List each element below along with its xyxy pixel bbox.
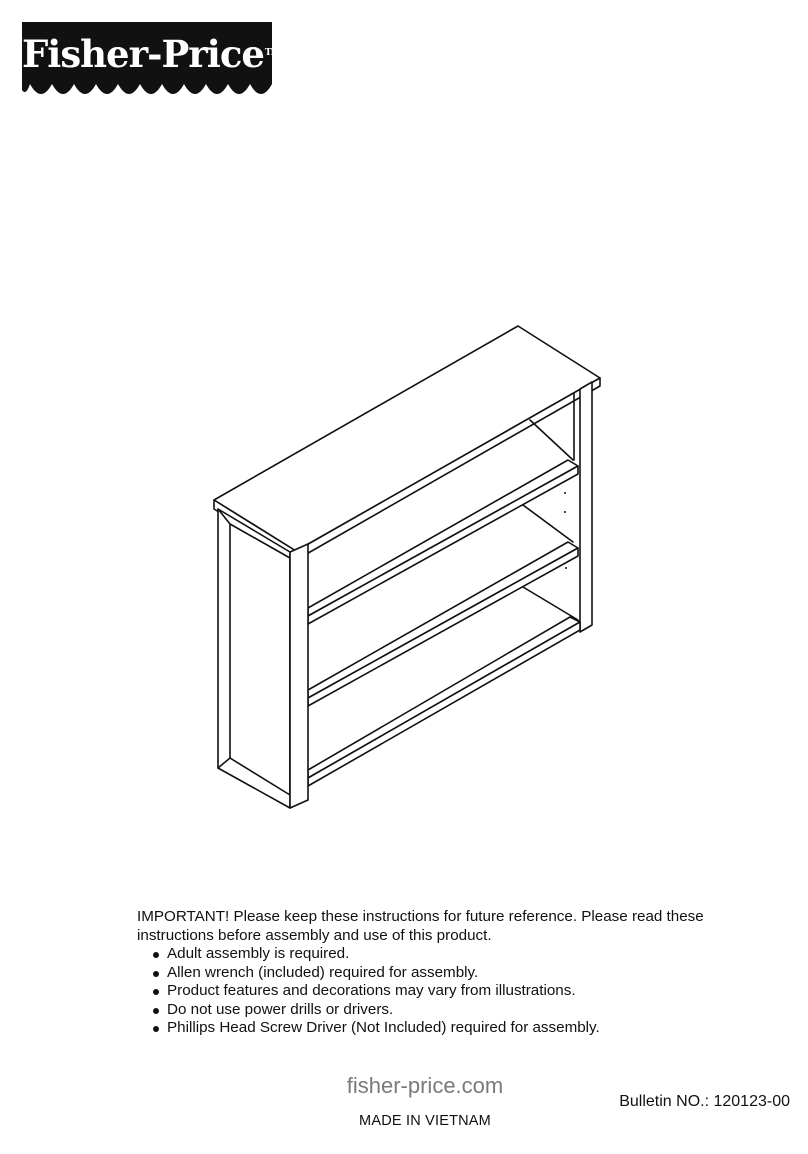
- brand-name: Fisher-Price™: [22, 32, 280, 76]
- bookcase-front-post: [290, 544, 308, 808]
- notice-item: Do not use power drills or drivers.: [167, 1001, 737, 1020]
- country-of-manufacture: MADE IN VIETNAM: [359, 1113, 491, 1129]
- website-url: fisher-price.com: [346, 1073, 504, 1098]
- notice-intro: IMPORTANT! Please keep these instructions for future reference. Please read these instructions before assembly and use of this product.: [137, 908, 704, 944]
- notice-item: Allen wrench (included) required for assembly.: [167, 964, 737, 983]
- important-notice: [137, 908, 737, 1038]
- bulletin-number: Bulletin NO.: 120123-00: [619, 1093, 790, 1110]
- bookcase-illustration: [205, 320, 605, 810]
- brand-logo: [22, 22, 280, 104]
- notice-list: [137, 945, 737, 1038]
- bookcase-left-side: [218, 509, 290, 808]
- notice-item: Product features and decorations may vary from illustrations.: [167, 982, 737, 1001]
- bookcase-right-post: [580, 382, 592, 632]
- trademark-mark: TM: [264, 48, 280, 58]
- notice-item: Phillips Head Screw Driver (Not Included) required for assembly.: [167, 1019, 737, 1038]
- notice-item: Adult assembly is required.: [167, 945, 737, 964]
- bookcase-top: [214, 326, 600, 551]
